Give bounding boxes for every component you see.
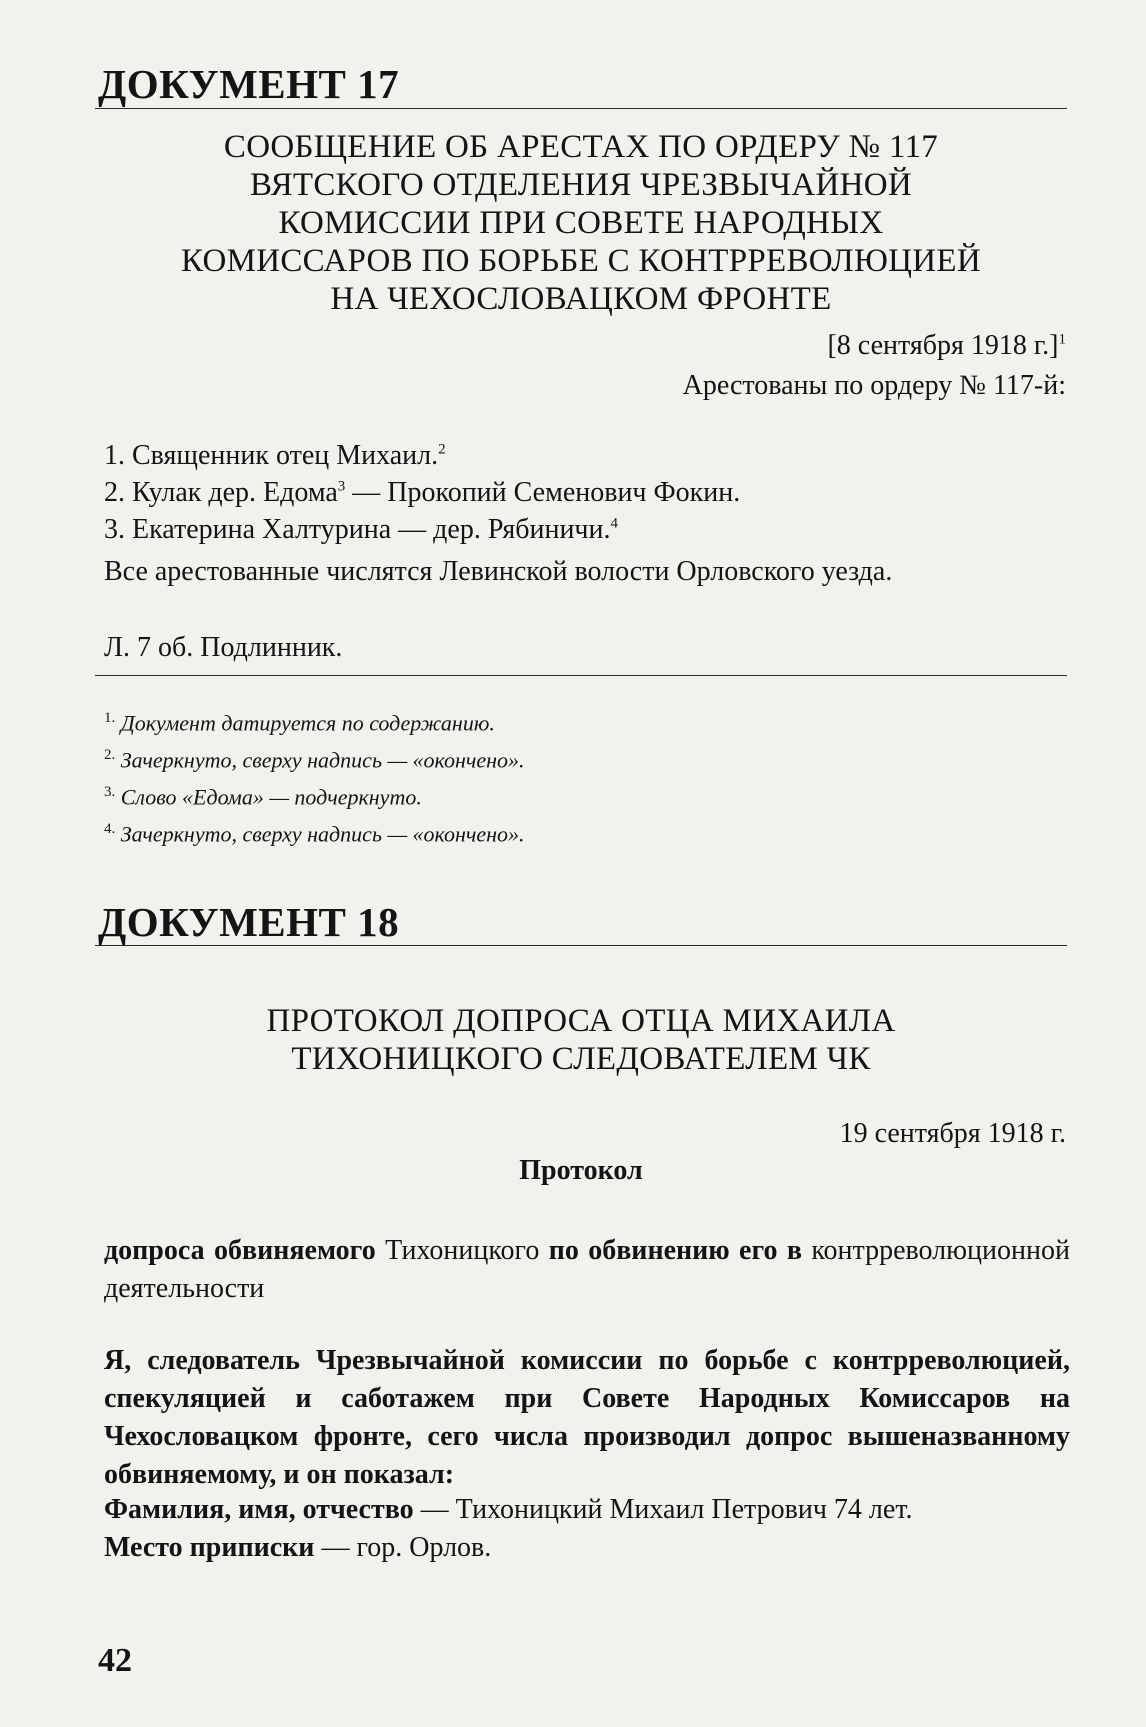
arrest-item-2: 2. Кулак дер. Едома$^3$ — Прокопий Семенович Фокин.	[104, 477, 741, 508]
arrest-item-1: 1. Священник отец Михаил.$^2$	[104, 440, 446, 471]
investigator-statement: Я, следователь Чрезвычайной комиссии по борьбе с контрреволюцией, спекуляцией и саботажем при Совете Народных Комиссаров на Чехословацком фронте, сего числа производил допрос вышеназванному обвиняемому, и он показал:	[104, 1345, 1070, 1490]
footnote-rule	[95, 675, 1067, 676]
protocol-label: Протокол	[519, 1155, 643, 1186]
title-line: КОМИССАРОВ ПО БОРЬБЕ С КОНТРРЕВОЛЮЦИЕЙ	[180, 243, 982, 279]
document-17-date: [8 сентября 1918 г.]$^1$	[827, 330, 1066, 361]
document-17-title	[95, 128, 1067, 318]
title-line: ТИХОНИЦКОГО СЛЕДОВАТЕЛЕМ ЧК	[291, 1041, 871, 1077]
registration-place-line: Место приписки — гор. Орлов.	[104, 1532, 492, 1563]
interrogation-subject: допроса обвиняемого Тихоницкого по обвинению его в контрреволюционной деятельности	[104, 1235, 1070, 1304]
title-line: КОМИССИИ ПРИ СОВЕТЕ НАРОДНЫХ	[278, 205, 884, 241]
all-arrested-note: Все арестованные числятся Левинской волости Орловского уезда.	[104, 556, 893, 587]
footnote-2: $^{2.}$ Зачеркнуто, сверху надпись — «окончено».	[104, 747, 525, 773]
page-number: 42	[98, 1642, 132, 1679]
title-line: НА ЧЕХОСЛОВАЦКОМ ФРОНТЕ	[330, 281, 832, 317]
archive-source: Л. 7 об. Подлинник.	[104, 632, 343, 663]
footnote-3: $^{3.}$ Слово «Едома» — подчеркнуто.	[104, 784, 422, 810]
footnote-ref: 1	[1058, 331, 1066, 348]
footnote-ref: 4	[610, 515, 619, 532]
heading-rule	[95, 108, 1067, 109]
footnote-ref: 2	[438, 441, 446, 458]
heading-rule	[95, 945, 1067, 946]
full-name-line: Фамилия, имя, отчество — Тихоницкий Михаил Петрович 74 лет.	[104, 1494, 913, 1525]
document-17-heading: ДОКУМЕНТ 17	[98, 61, 400, 107]
document-18-date: 19 сентября 1918 г.	[839, 1118, 1066, 1149]
document-18-heading: ДОКУМЕНТ 18	[98, 899, 400, 945]
title-line: ПРОТОКОЛ ДОПРОСА ОТЦА МИХАИЛА	[266, 1003, 896, 1039]
document-18-title	[95, 1002, 1067, 1078]
footnote-1: $^{1.}$ Документ датируется по содержанию.	[104, 710, 495, 736]
title-line: ВЯТСКОГО ОТДЕЛЕНИЯ ЧРЕЗВЫЧАЙНОЙ	[249, 167, 913, 203]
footnote-ref: 3	[337, 478, 346, 495]
footnote-4: $^{4.}$ Зачеркнуто, сверху надпись — «окончено».	[104, 821, 525, 847]
title-line: СООБЩЕНИЕ ОБ АРЕСТАХ ПО ОРДЕРУ № 117	[223, 129, 939, 165]
arrest-item-3: 3. Екатерина Халтурина — дер. Рябиничи.$^4$	[104, 514, 619, 545]
arrested-by-order: Арестованы по ордеру № 117-й:	[682, 370, 1066, 401]
